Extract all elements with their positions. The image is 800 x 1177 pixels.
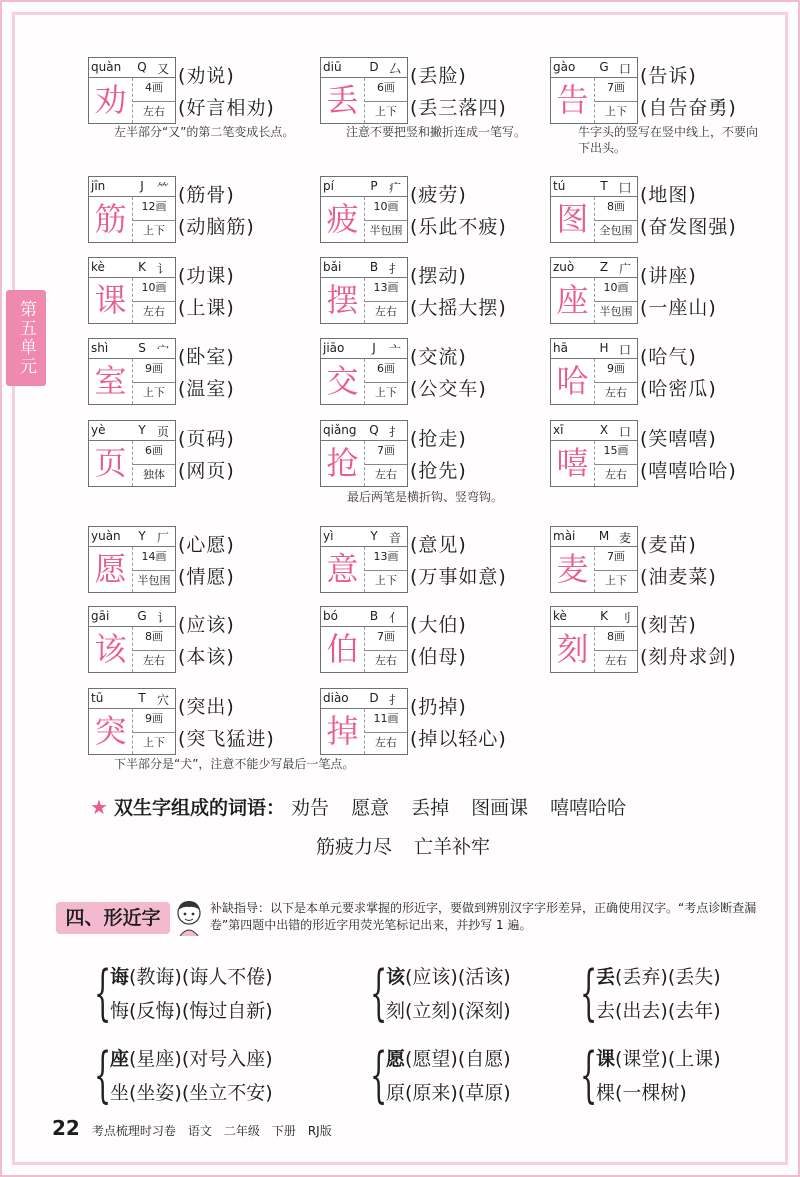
character: 室 bbox=[89, 359, 133, 404]
char-box bbox=[88, 57, 176, 124]
stroke-count: 7画 bbox=[377, 630, 395, 643]
pinyin: pí bbox=[323, 179, 334, 193]
initial-letter: Q bbox=[369, 423, 379, 437]
structure: 半包围 bbox=[133, 570, 175, 590]
char-box bbox=[320, 176, 408, 243]
pinyin: mài bbox=[553, 529, 576, 543]
word-2: (网页) bbox=[178, 460, 235, 482]
char-box bbox=[88, 688, 176, 755]
radical: 宀 bbox=[156, 343, 169, 357]
char-entry bbox=[320, 526, 548, 596]
word-2: (动脑筋) bbox=[178, 216, 255, 238]
radical: 口 bbox=[618, 425, 631, 439]
char-box bbox=[88, 176, 176, 243]
char-box bbox=[550, 526, 638, 593]
char-box bbox=[88, 257, 176, 324]
stroke-count: 7画 bbox=[607, 550, 625, 563]
character: 丢 bbox=[321, 78, 365, 123]
character: 嘻 bbox=[551, 441, 595, 486]
structure: 左右 bbox=[595, 382, 637, 402]
note-gao: 牛字头的竖写在竖中线上，不要向下出头。 bbox=[578, 125, 759, 155]
word-1: (笑嘻嘻) bbox=[640, 428, 717, 450]
brace-icon: { bbox=[94, 958, 112, 1028]
word-2: (掉以轻心) bbox=[410, 728, 507, 750]
word-1: (疲劳) bbox=[410, 184, 467, 206]
character: 摆 bbox=[321, 278, 365, 323]
word-2: (本该) bbox=[178, 646, 235, 668]
word-1: (页码) bbox=[178, 428, 235, 450]
stroke-count: 6画 bbox=[145, 444, 163, 457]
structure: 左右 bbox=[365, 301, 407, 321]
character: 页 bbox=[89, 441, 133, 486]
pinyin: hā bbox=[553, 341, 568, 355]
char-box bbox=[320, 606, 408, 673]
initial-letter: S bbox=[138, 341, 146, 355]
double-words-label: 双生字组成的词语： bbox=[113, 797, 285, 819]
pinyin: diū bbox=[323, 60, 342, 74]
char-entry bbox=[88, 526, 316, 596]
stroke-count: 15画 bbox=[603, 444, 629, 457]
similar-char: 诲 bbox=[110, 966, 130, 988]
char-entry bbox=[88, 257, 316, 327]
character: 意 bbox=[321, 547, 365, 592]
radical: 囗 bbox=[618, 181, 631, 195]
word-2: (突飞猛进) bbox=[178, 728, 275, 750]
word-1: (丢脸) bbox=[410, 65, 467, 87]
word-1: (交流) bbox=[410, 346, 467, 368]
word-2: (温室) bbox=[178, 378, 235, 400]
initial-letter: P bbox=[370, 179, 378, 193]
char-box bbox=[88, 420, 176, 487]
similar-char-group bbox=[580, 1042, 721, 1110]
char-entry bbox=[550, 606, 778, 676]
word-1: (讲座) bbox=[640, 265, 697, 287]
stroke-count: 4画 bbox=[145, 81, 163, 94]
double-word: 丢掉 bbox=[411, 797, 450, 819]
initial-letter: G bbox=[137, 609, 147, 623]
word-2: (上课) bbox=[178, 297, 235, 319]
radical: 口 bbox=[618, 62, 631, 76]
word-1: (刻苦) bbox=[640, 614, 697, 636]
stroke-count: 8画 bbox=[145, 630, 163, 643]
student-figure-icon bbox=[172, 898, 206, 938]
word-2: (嘻嘻哈哈) bbox=[640, 460, 737, 482]
radical: ⺮ bbox=[156, 181, 169, 195]
stroke-count: 10画 bbox=[141, 281, 167, 294]
char-entry bbox=[320, 176, 548, 246]
word-1: (劝说) bbox=[178, 65, 235, 87]
page-footer bbox=[52, 1116, 332, 1140]
word-2: (自告奋勇) bbox=[640, 97, 737, 119]
initial-letter: H bbox=[599, 341, 609, 355]
char-entry bbox=[88, 57, 316, 127]
initial-letter: K bbox=[600, 609, 608, 623]
word-1: (突出) bbox=[178, 696, 235, 718]
structure: 左右 bbox=[595, 464, 637, 484]
word-2: (公交车) bbox=[410, 378, 487, 400]
similar-char: 愿 bbox=[386, 1048, 406, 1070]
character: 交 bbox=[321, 359, 365, 404]
stroke-count: 8画 bbox=[607, 630, 625, 643]
similar-char: 去 bbox=[596, 1000, 616, 1022]
char-entry bbox=[550, 420, 778, 490]
character: 座 bbox=[551, 278, 595, 323]
similar-words: (一棵树) bbox=[615, 1082, 687, 1104]
char-box bbox=[550, 176, 638, 243]
word-2: (万事如意) bbox=[410, 566, 507, 588]
char-entry bbox=[320, 338, 548, 408]
stroke-count: 13画 bbox=[373, 550, 399, 563]
word-1: (功课) bbox=[178, 265, 235, 287]
double-words-line bbox=[90, 793, 648, 820]
double-words-line-2 bbox=[316, 832, 512, 859]
char-box bbox=[88, 338, 176, 405]
pinyin: shì bbox=[91, 341, 109, 355]
radical: 疒 bbox=[388, 181, 401, 195]
structure: 上下 bbox=[133, 220, 175, 240]
similar-char-group bbox=[370, 1042, 511, 1110]
word-2: (乐此不疲) bbox=[410, 216, 507, 238]
char-entry bbox=[88, 688, 316, 758]
initial-letter: Y bbox=[138, 529, 146, 543]
initial-letter: T bbox=[600, 179, 608, 193]
word-2: (奋发图强) bbox=[640, 216, 737, 238]
character: 哈 bbox=[551, 359, 595, 404]
brace-icon: { bbox=[94, 1040, 112, 1110]
initial-letter: Y bbox=[370, 529, 378, 543]
similar-words: (教诲)(诲人不倦) bbox=[129, 966, 273, 988]
character: 筋 bbox=[89, 197, 133, 242]
char-entry bbox=[320, 57, 548, 127]
word-1: (应该) bbox=[178, 614, 235, 636]
similar-char: 该 bbox=[386, 966, 406, 988]
word-2: (丢三落四) bbox=[410, 97, 507, 119]
initial-letter: J bbox=[140, 179, 144, 193]
character: 课 bbox=[89, 278, 133, 323]
word-2: (大摇大摆) bbox=[410, 297, 507, 319]
char-entry bbox=[88, 338, 316, 408]
similar-char: 原 bbox=[386, 1082, 406, 1104]
character: 劝 bbox=[89, 78, 133, 123]
radical: 厂 bbox=[156, 531, 169, 545]
char-entry bbox=[550, 338, 778, 408]
structure: 半包围 bbox=[365, 220, 407, 240]
pinyin: quàn bbox=[91, 60, 122, 74]
character: 疲 bbox=[321, 197, 365, 242]
double-word: 嘻嘻哈哈 bbox=[550, 797, 627, 819]
word-1: (心愿) bbox=[178, 534, 235, 556]
char-entry bbox=[320, 606, 548, 676]
char-box bbox=[320, 526, 408, 593]
similar-words: (立刻)(深刻) bbox=[405, 1000, 511, 1022]
structure: 全包围 bbox=[595, 220, 637, 240]
radical: 又 bbox=[156, 62, 169, 76]
pinyin: qiǎng bbox=[323, 423, 357, 437]
similar-words: (出去)(去年) bbox=[615, 1000, 721, 1022]
double-word: 劝告 bbox=[291, 797, 330, 819]
similar-words: (丢弃)(丢失) bbox=[615, 966, 721, 988]
character: 该 bbox=[89, 627, 133, 672]
similar-words: (星座)(对号入座) bbox=[129, 1048, 273, 1070]
similar-words: (应该)(活该) bbox=[405, 966, 511, 988]
pinyin: tū bbox=[91, 691, 104, 705]
character: 刻 bbox=[551, 627, 595, 672]
star-icon: ★ bbox=[90, 795, 108, 819]
initial-letter: Q bbox=[137, 60, 147, 74]
initial-letter: M bbox=[598, 529, 610, 543]
stroke-count: 12画 bbox=[141, 200, 167, 213]
similar-words: (课堂)(上课) bbox=[615, 1048, 721, 1070]
similar-char: 课 bbox=[596, 1048, 616, 1070]
structure: 左右 bbox=[365, 650, 407, 670]
brace-icon: { bbox=[370, 958, 388, 1028]
initial-letter: Y bbox=[138, 423, 146, 437]
similar-char: 丢 bbox=[596, 966, 616, 988]
char-entry bbox=[550, 57, 778, 127]
char-entry bbox=[320, 257, 548, 327]
char-box bbox=[320, 257, 408, 324]
radical: 页 bbox=[156, 425, 169, 439]
initial-letter: J bbox=[372, 341, 376, 355]
radical: 厶 bbox=[388, 62, 401, 76]
stroke-count: 14画 bbox=[141, 550, 167, 563]
brace-icon: { bbox=[580, 1040, 598, 1110]
stroke-count: 7画 bbox=[607, 81, 625, 94]
char-box bbox=[550, 257, 638, 324]
word-1: (意见) bbox=[410, 534, 467, 556]
structure: 左右 bbox=[365, 732, 407, 752]
pinyin: tú bbox=[553, 179, 566, 193]
word-1: (告诉) bbox=[640, 65, 697, 87]
stroke-count: 7画 bbox=[377, 444, 395, 457]
word-2: (伯母) bbox=[410, 646, 467, 668]
similar-char: 棵 bbox=[596, 1082, 616, 1104]
radical: 扌 bbox=[388, 693, 401, 707]
char-box bbox=[550, 57, 638, 124]
character: 突 bbox=[89, 709, 133, 754]
brace-icon: { bbox=[580, 958, 598, 1028]
initial-letter: Z bbox=[599, 260, 609, 274]
initial-letter: K bbox=[138, 260, 146, 274]
similar-char-group bbox=[580, 960, 721, 1028]
char-box bbox=[88, 606, 176, 673]
initial-letter: X bbox=[599, 423, 609, 437]
char-box bbox=[88, 526, 176, 593]
structure: 左右 bbox=[133, 101, 175, 121]
pinyin: xī bbox=[553, 423, 564, 437]
similar-words: (原来)(草原) bbox=[405, 1082, 511, 1104]
word-2: (情愿) bbox=[178, 566, 235, 588]
note-qiang: 最后两笔是横折钩、竖弯钩。 bbox=[347, 490, 504, 504]
pinyin: gāi bbox=[91, 609, 110, 623]
similar-words: (愿望)(自愿) bbox=[405, 1048, 511, 1070]
structure: 上下 bbox=[595, 101, 637, 121]
initial-letter: T bbox=[138, 691, 146, 705]
footer-text: 考点梳理时习卷 语文 二年级 下册 RJ版 bbox=[91, 1124, 332, 1138]
char-entry bbox=[550, 526, 778, 596]
word-1: (扔掉) bbox=[410, 696, 467, 718]
char-box bbox=[320, 57, 408, 124]
pinyin: diào bbox=[323, 691, 349, 705]
similar-char-group bbox=[94, 960, 273, 1028]
char-entry bbox=[320, 420, 548, 490]
char-box bbox=[550, 338, 638, 405]
stroke-count: 6画 bbox=[377, 81, 395, 94]
double-word: 愿意 bbox=[351, 797, 390, 819]
word-1: (大伯) bbox=[410, 614, 467, 636]
structure: 左右 bbox=[133, 301, 175, 321]
pinyin: gào bbox=[553, 60, 576, 74]
char-entry bbox=[88, 420, 316, 490]
radical: 刂 bbox=[618, 611, 631, 625]
char-entry bbox=[88, 176, 316, 246]
pinyin: yuàn bbox=[91, 529, 121, 543]
pinyin: kè bbox=[553, 609, 567, 623]
initial-letter: D bbox=[369, 60, 379, 74]
character: 告 bbox=[551, 78, 595, 123]
char-box bbox=[550, 420, 638, 487]
structure: 独体 bbox=[133, 464, 175, 484]
initial-letter: G bbox=[599, 60, 609, 74]
stroke-count: 8画 bbox=[607, 200, 625, 213]
structure: 半包围 bbox=[595, 301, 637, 321]
char-entry bbox=[88, 606, 316, 676]
stroke-count: 11画 bbox=[373, 712, 399, 725]
similar-words: (坐姿)(坐立不安) bbox=[129, 1082, 273, 1104]
word-2: (油麦菜) bbox=[640, 566, 717, 588]
word-2: (好言相劝) bbox=[178, 97, 275, 119]
structure: 左右 bbox=[133, 650, 175, 670]
radical: 音 bbox=[388, 531, 401, 545]
pinyin: yì bbox=[323, 529, 334, 543]
word-2: (哈密瓜) bbox=[640, 378, 717, 400]
pinyin: jiāo bbox=[323, 341, 345, 355]
similar-char: 坐 bbox=[110, 1082, 130, 1104]
char-box bbox=[320, 338, 408, 405]
character: 麦 bbox=[551, 547, 595, 592]
char-entry bbox=[320, 688, 548, 758]
stroke-count: 10画 bbox=[373, 200, 399, 213]
char-entry bbox=[550, 176, 778, 246]
stroke-count: 6画 bbox=[377, 362, 395, 375]
initial-letter: D bbox=[369, 691, 379, 705]
radical: 穴 bbox=[156, 693, 169, 707]
character: 抢 bbox=[321, 441, 365, 486]
word-2: (一座山) bbox=[640, 297, 717, 319]
word-1: (筋骨) bbox=[178, 184, 235, 206]
double-word: 筋疲力尽 bbox=[316, 836, 393, 858]
pinyin: jīn bbox=[91, 179, 106, 193]
structure: 上下 bbox=[133, 382, 175, 402]
radical: 讠 bbox=[156, 611, 169, 625]
section-title: 四、形近字 bbox=[56, 902, 170, 934]
character: 掉 bbox=[321, 709, 365, 754]
page-number: 22 bbox=[52, 1116, 80, 1140]
word-1: (抢走) bbox=[410, 428, 467, 450]
word-1: (哈气) bbox=[640, 346, 697, 368]
similar-char: 刻 bbox=[386, 1000, 406, 1022]
initial-letter: B bbox=[369, 260, 379, 274]
pinyin: bǎi bbox=[323, 260, 342, 274]
structure: 上下 bbox=[595, 570, 637, 590]
structure: 上下 bbox=[365, 382, 407, 402]
char-box bbox=[550, 606, 638, 673]
guide-text: 补缺指导：以下是本单元要求掌握的形近字，要做到辨别汉字字形差异，正确使用汉字。“考点诊断查漏卷”第四题中出错的形近字用荧光笔标记出来，并抄写 1 遍。 bbox=[210, 901, 757, 932]
word-1: (卧室) bbox=[178, 346, 235, 368]
word-1: (地图) bbox=[640, 184, 697, 206]
char-box bbox=[320, 420, 408, 487]
radical: 麦 bbox=[618, 531, 631, 545]
similar-char: 悔 bbox=[110, 1000, 130, 1022]
character: 伯 bbox=[321, 627, 365, 672]
word-2: (抢先) bbox=[410, 460, 467, 482]
similar-char: 座 bbox=[110, 1048, 130, 1070]
radical: 亠 bbox=[388, 343, 401, 357]
initial-letter: B bbox=[369, 609, 379, 623]
stroke-count: 10画 bbox=[603, 281, 629, 294]
double-word: 图画课 bbox=[471, 797, 529, 819]
radical: 讠 bbox=[156, 262, 169, 276]
structure: 上下 bbox=[365, 570, 407, 590]
pinyin: kè bbox=[91, 260, 105, 274]
brace-icon: { bbox=[370, 1040, 388, 1110]
similar-char-group bbox=[370, 960, 511, 1028]
pinyin: zuò bbox=[553, 260, 575, 274]
note-tu: 下半部分是“犬”，注意不能少写最后一笔点。 bbox=[114, 757, 355, 771]
radical: 口 bbox=[618, 343, 631, 357]
structure: 上下 bbox=[365, 101, 407, 121]
word-2: (刻舟求剑) bbox=[640, 646, 737, 668]
word-1: (摆动) bbox=[410, 265, 467, 287]
unit-tab: 第五单元 bbox=[6, 290, 46, 386]
double-word: 亡羊补牢 bbox=[414, 836, 491, 858]
stroke-count: 9画 bbox=[145, 362, 163, 375]
similar-words: (反悔)(悔过自新) bbox=[129, 1000, 273, 1022]
note-diu: 注意不要把竖和撇折连成一笔写。 bbox=[346, 125, 527, 139]
char-entry bbox=[550, 257, 778, 327]
pinyin: bó bbox=[323, 609, 338, 623]
note-quan: 左半部分“又”的第二笔变成长点。 bbox=[114, 125, 295, 139]
structure: 上下 bbox=[133, 732, 175, 752]
similar-char-group bbox=[94, 1042, 273, 1110]
char-box bbox=[320, 688, 408, 755]
character: 图 bbox=[551, 197, 595, 242]
pinyin: yè bbox=[91, 423, 106, 437]
radical: 扌 bbox=[388, 425, 401, 439]
radical: 亻 bbox=[388, 611, 401, 625]
word-1: (麦苗) bbox=[640, 534, 697, 556]
radical: 扌 bbox=[388, 262, 401, 276]
radical: 广 bbox=[618, 262, 631, 276]
structure: 左右 bbox=[595, 650, 637, 670]
stroke-count: 9画 bbox=[607, 362, 625, 375]
character: 愿 bbox=[89, 547, 133, 592]
stroke-count: 13画 bbox=[373, 281, 399, 294]
structure: 左右 bbox=[365, 464, 407, 484]
stroke-count: 9画 bbox=[145, 712, 163, 725]
